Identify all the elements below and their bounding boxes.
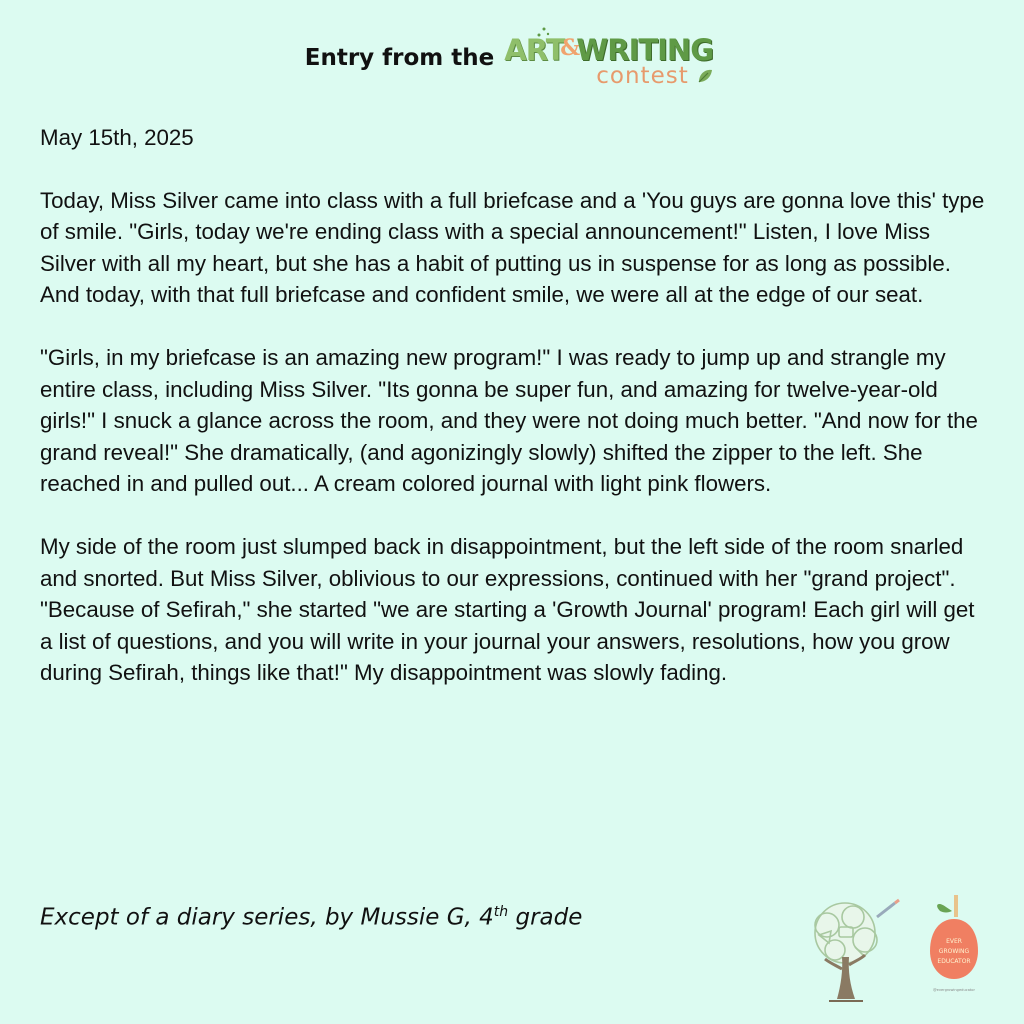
entry-date: May 15th, 2025: [40, 125, 194, 150]
caption-text: Except of a diary series, by Mussie G, 4: [40, 904, 494, 931]
entry-label: Entry from the: [304, 45, 495, 71]
svg-text:GROWING: GROWING: [938, 948, 970, 955]
diary-entry: [40, 122, 990, 720]
svg-text:@evergrowingeducator: @evergrowingeducator: [933, 988, 975, 992]
logo-contest-text: contest: [596, 63, 689, 89]
paragraph-3: My side of the room just slumped back in disappointment, but the left side of the room snarled and snorted. But Miss Silver, oblivious to our expressions, continued with her "grand project". "Because of Sefirah," she started "we are starting a 'Growth Journal' program! Each girl will get a list of questions, and you will write in your journal your answers, resolutions, how you grow during Sefirah, things like that!" My disappointment was slowly fading.: [40, 534, 975, 685]
leaf-icon: [696, 67, 714, 85]
tree-with-school-items-icon: [805, 895, 913, 1007]
paragraph-2: "Girls, in my briefcase is an amazing new program!" I was ready to jump up and strangle my entire class, including Miss Silver. "Its gonna be super fun, and amazing for twelve-year-old girls!" I snuck a glance across the room, and they were not doing much better. "And now for the grand reveal!" She dramatically, (and agonizingly slowly) shifted the zipper to the left. She reached in and pulled out... A cream colored journal with light pink flowers.: [40, 345, 978, 496]
header: [0, 26, 1024, 96]
art-writing-contest-logo: [504, 27, 719, 95]
paragraph-1: Today, Miss Silver came into class with a full briefcase and a 'You guys are gonna love this' type of smile. "Girls, today we're ending class with a special announcement!" Listen, I love Miss Silver with all my heart, but she has a habit of putting us in suspense for as long as possible. And today, with that full briefcase and confident smile, we were all at the edge of our seat.: [40, 187, 985, 307]
ever-growing-educator-logo: [918, 893, 990, 1003]
svg-text:EDUCATOR: EDUCATOR: [937, 958, 971, 965]
caption-superscript: th: [493, 904, 509, 920]
svg-text:EVER: EVER: [946, 938, 962, 945]
logo-ampersand: &: [560, 35, 581, 61]
caption: [40, 904, 582, 931]
caption-suffix: grade: [508, 904, 583, 931]
logo-writing-text: WRITING: [576, 33, 714, 67]
logo-art-text: ART: [504, 33, 565, 67]
